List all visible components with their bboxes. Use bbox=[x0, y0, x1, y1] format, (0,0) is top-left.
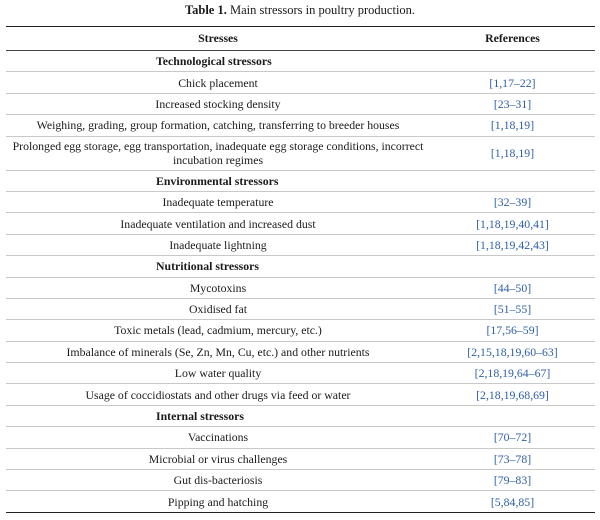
table-row bbox=[6, 448, 595, 469]
reference-link[interactable]: [73–78] bbox=[493, 451, 532, 466]
stressors-table bbox=[6, 26, 595, 513]
reference-link[interactable]: [44–50] bbox=[493, 280, 532, 295]
table-row bbox=[6, 234, 595, 255]
stress-cell: Microbial or virus challenges bbox=[6, 448, 430, 469]
stress-cell: Usage of coccidiostats and other drugs via feed or water bbox=[6, 384, 430, 405]
header-row bbox=[6, 27, 595, 51]
stress-cell: Inadequate ventilation and increased dust bbox=[6, 213, 430, 234]
table-row bbox=[6, 363, 595, 384]
reference-cell bbox=[430, 136, 595, 170]
reference-link[interactable]: [1,18,19] bbox=[490, 146, 535, 161]
table-row bbox=[6, 491, 595, 512]
table-row bbox=[6, 136, 595, 170]
section-row bbox=[6, 256, 595, 277]
section-row bbox=[6, 51, 595, 72]
reference-cell bbox=[430, 427, 595, 448]
reference-cell bbox=[430, 363, 595, 384]
stress-cell: Toxic metals (lead, cadmium, mercury, etc.) bbox=[6, 320, 430, 341]
stress-cell: Inadequate lightning bbox=[6, 234, 430, 255]
reference-cell bbox=[430, 115, 595, 136]
header-references: References bbox=[430, 27, 595, 51]
reference-cell bbox=[430, 170, 595, 191]
reference-cell bbox=[430, 213, 595, 234]
reference-cell bbox=[430, 448, 595, 469]
reference-link[interactable]: [2,18,19,64–67] bbox=[474, 366, 551, 381]
reference-link[interactable]: [17,56–59] bbox=[486, 323, 539, 338]
reference-cell bbox=[430, 51, 595, 72]
reference-cell bbox=[430, 234, 595, 255]
stress-cell: Pipping and hatching bbox=[6, 491, 430, 512]
reference-cell bbox=[430, 384, 595, 405]
reference-cell bbox=[430, 298, 595, 319]
table-row bbox=[6, 93, 595, 114]
table-row bbox=[6, 298, 595, 319]
caption-text: Main stressors in poultry production. bbox=[226, 3, 416, 17]
table-row bbox=[6, 277, 595, 298]
section-title: Environmental stressors bbox=[6, 170, 430, 191]
table-row bbox=[6, 320, 595, 341]
reference-link[interactable]: [5,84,85] bbox=[490, 494, 535, 509]
caption-label: Table 1. bbox=[184, 3, 227, 17]
reference-link[interactable]: [70–72] bbox=[493, 430, 532, 445]
header-stresses: Stresses bbox=[6, 27, 430, 51]
reference-cell bbox=[430, 93, 595, 114]
stress-cell: Mycotoxins bbox=[6, 277, 430, 298]
stress-cell: Vaccinations bbox=[6, 427, 430, 448]
reference-link[interactable]: [79–83] bbox=[493, 473, 532, 488]
reference-cell bbox=[430, 491, 595, 512]
reference-link[interactable]: [23–31] bbox=[493, 96, 532, 111]
table-row bbox=[6, 213, 595, 234]
reference-cell bbox=[430, 256, 595, 277]
reference-link[interactable]: [51–55] bbox=[493, 302, 532, 317]
stress-cell: Gut dis-bacteriosis bbox=[6, 470, 430, 491]
reference-cell bbox=[430, 341, 595, 362]
table-row bbox=[6, 72, 595, 93]
stress-cell: Prolonged egg storage, egg transportation, inadequate egg storage conditions, incorrect incubation regimes bbox=[6, 136, 430, 170]
table-body bbox=[6, 51, 595, 513]
stress-cell: Weighing, grading, group formation, catching, transferring to breeder houses bbox=[6, 115, 430, 136]
reference-link[interactable]: [2,15,18,19,60–63] bbox=[467, 344, 558, 359]
table-caption bbox=[0, 2, 600, 18]
table-row bbox=[6, 427, 595, 448]
reference-link[interactable]: [1,18,19,42,43] bbox=[476, 237, 549, 252]
stress-cell: Low water quality bbox=[6, 363, 430, 384]
reference-cell bbox=[430, 470, 595, 491]
reference-cell bbox=[430, 405, 595, 426]
stress-cell: Oxidised fat bbox=[6, 298, 430, 319]
reference-link[interactable]: [2,18,19,68,69] bbox=[476, 387, 549, 402]
table-row bbox=[6, 384, 595, 405]
stress-cell: Imbalance of minerals (Se, Zn, Mn, Cu, etc.) and other nutrients bbox=[6, 341, 430, 362]
section-title: Technological stressors bbox=[6, 51, 430, 72]
section-title: Internal stressors bbox=[6, 405, 430, 426]
reference-link[interactable]: [1,18,19] bbox=[490, 118, 535, 133]
reference-link[interactable]: [1,18,19,40,41] bbox=[476, 216, 549, 231]
section-title: Nutritional stressors bbox=[6, 256, 430, 277]
reference-link[interactable]: [1,17–22] bbox=[489, 75, 536, 90]
reference-cell bbox=[430, 191, 595, 212]
table-row bbox=[6, 470, 595, 491]
table-row bbox=[6, 191, 595, 212]
reference-cell bbox=[430, 72, 595, 93]
table-row bbox=[6, 115, 595, 136]
section-row bbox=[6, 405, 595, 426]
reference-cell bbox=[430, 320, 595, 341]
stress-cell: Inadequate temperature bbox=[6, 191, 430, 212]
stress-cell: Increased stocking density bbox=[6, 93, 430, 114]
table-row bbox=[6, 341, 595, 362]
reference-link[interactable]: [32–39] bbox=[493, 195, 532, 210]
reference-cell bbox=[430, 277, 595, 298]
stress-cell: Chick placement bbox=[6, 72, 430, 93]
section-row bbox=[6, 170, 595, 191]
